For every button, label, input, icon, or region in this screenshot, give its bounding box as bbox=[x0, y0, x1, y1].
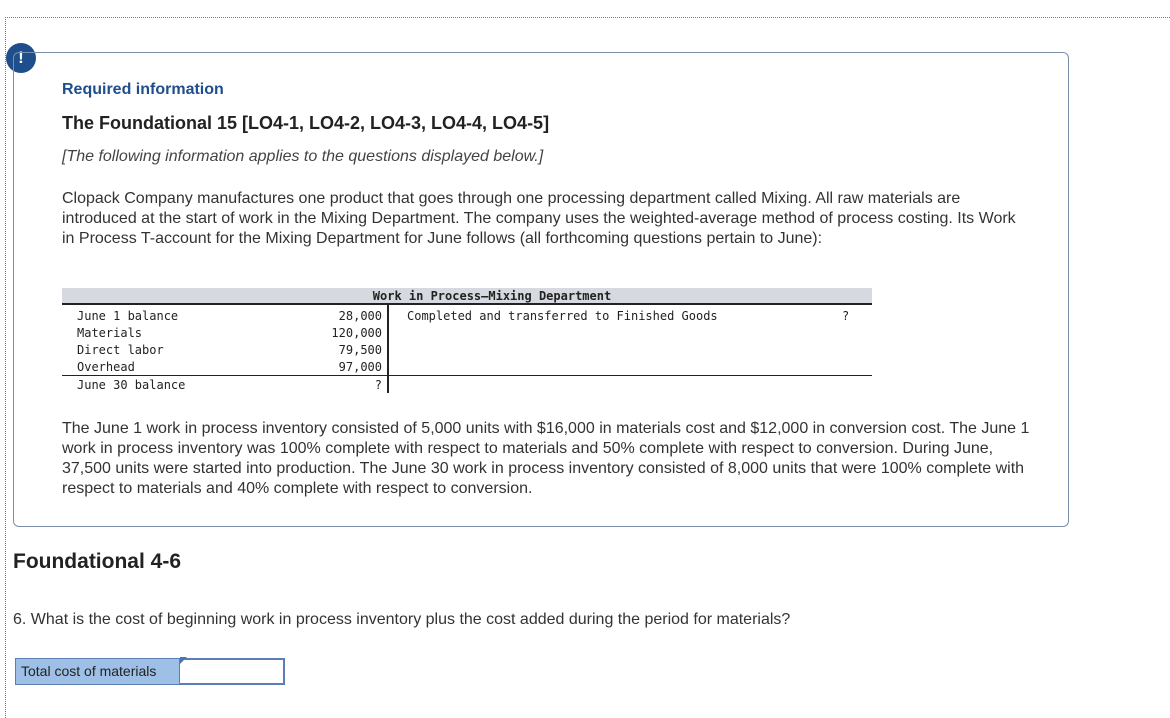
debit-label: Direct labor bbox=[77, 343, 164, 357]
total-cost-materials-input[interactable] bbox=[180, 658, 285, 685]
balance-separator bbox=[62, 375, 872, 376]
debit-labels bbox=[77, 308, 178, 376]
debit-label: June 1 balance bbox=[77, 309, 179, 323]
debit-value: 28,000 bbox=[338, 309, 382, 323]
debit-values bbox=[312, 308, 382, 376]
question-text: 6. What is the cost of beginning work in process inventory plus the cost added during the period for materials? bbox=[13, 611, 791, 628]
ending-balance-label: June 30 balance bbox=[77, 378, 186, 392]
t-account-title: Work in Process—Mixing Department bbox=[62, 288, 872, 305]
debit-value: 120,000 bbox=[331, 326, 382, 340]
credit-value: ? bbox=[842, 309, 850, 323]
debit-value: 97,000 bbox=[338, 360, 382, 374]
flag-icon bbox=[180, 657, 187, 664]
answer-label: Total cost of materials bbox=[15, 658, 180, 685]
t-account-table bbox=[62, 288, 872, 392]
ending-balance-value: ? bbox=[374, 378, 382, 392]
intro-paragraph: Clopack Company manufactures one product that goes through one processing department called Mixing. All raw materials are introduced at the start of work in the Mixing Department. The company uses the weighted-average method of process costing. Its Work in Process T-account for the Mixing Department for June follows (all forthcoming questions pertain to June): bbox=[62, 190, 1016, 247]
detail-paragraph: The June 1 work in process inventory consisted of 5,000 units with $16,000 in materials cost and $12,000 in conversion cost. The June 1 work in process inventory was 100% complete with respect to materials and 50% complete with respect to conversion. During June, 37,500 units were started into production. The June 30 work in process inventory consisted of 8,000 units that were 100% complete with respect to materials and 40% complete with respect to conversion. bbox=[62, 420, 1030, 497]
answer-row bbox=[15, 658, 285, 685]
section-title: Foundational 4-6 bbox=[13, 550, 181, 573]
credit-label: Completed and transferred to Finished Goods bbox=[407, 309, 718, 323]
alert-icon: ! bbox=[6, 43, 36, 73]
foundational-title: The Foundational 15 [LO4-1, LO4-2, LO4-3, LO4-4, LO4-5] bbox=[62, 113, 550, 133]
t-account-divider bbox=[387, 305, 389, 393]
debit-value: 79,500 bbox=[338, 343, 382, 357]
debit-label: Materials bbox=[77, 326, 143, 340]
debit-label: Overhead bbox=[77, 360, 135, 374]
applies-note: [The following information applies to the questions displayed below.] bbox=[62, 148, 544, 165]
required-information-heading: Required information bbox=[62, 81, 224, 98]
